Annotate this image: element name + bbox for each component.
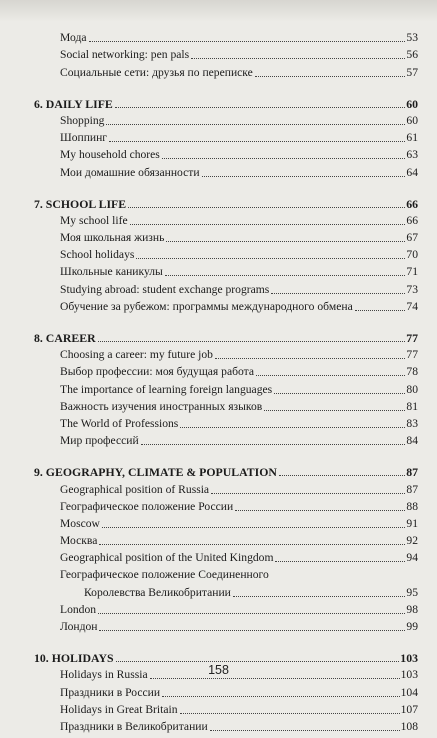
toc-entry-page: 70 — [406, 248, 418, 262]
toc-entry-title: Geographical position of Russia — [60, 482, 210, 496]
toc-entry — [34, 345, 418, 362]
toc-entry-title: London — [60, 602, 97, 616]
toc-entry-title: Мир профессий — [60, 434, 139, 448]
toc-entry-title: Географическое положение России — [60, 499, 234, 513]
toc-entry-title: My household chores — [60, 148, 160, 162]
toc-entry-title: Социальные сети: друзья по переписке — [60, 65, 253, 79]
toc-entry-title: The World of Professions — [60, 416, 179, 430]
dot-leader — [235, 510, 405, 511]
dot-leader — [89, 41, 406, 42]
toc-entry-page: 78 — [406, 365, 418, 379]
toc-entry-title: Праздники в России — [60, 685, 161, 699]
toc-entry-page: 98 — [406, 602, 418, 616]
dot-leader — [180, 427, 405, 428]
toc-entry — [34, 531, 418, 548]
toc-entry-page: 104 — [400, 685, 418, 699]
toc-entry-wrapped-start — [34, 565, 418, 582]
toc-entry-title: Shopping — [60, 113, 105, 127]
dot-leader — [215, 358, 405, 359]
toc-entry-page: 103 — [400, 668, 418, 682]
dot-leader — [128, 207, 405, 208]
dot-leader — [102, 527, 405, 528]
toc-section-heading — [34, 462, 418, 479]
toc-entry-wrapped-end — [34, 582, 418, 599]
section-page: 103 — [400, 651, 418, 666]
toc-entry — [34, 600, 418, 617]
toc-entry — [34, 362, 418, 379]
dot-leader — [275, 561, 405, 562]
dot-leader — [202, 176, 406, 177]
toc-entry — [34, 397, 418, 414]
toc-entry — [34, 262, 418, 279]
toc-entry-page: 92 — [406, 534, 418, 548]
toc-entry — [34, 128, 418, 145]
section-page: 66 — [406, 196, 418, 211]
toc-entry-page: 81 — [406, 399, 418, 413]
toc-entry — [34, 717, 418, 734]
toc-entry-title: Geographical position of the United Kingdom — [60, 551, 274, 565]
toc-entry-page: 107 — [400, 702, 418, 716]
toc-entry-page: 73 — [406, 282, 418, 296]
section-page: 60 — [406, 96, 418, 111]
dot-leader — [98, 613, 405, 614]
toc-entry-title: Выбор профессии: моя будущая работа — [60, 365, 254, 379]
toc-entry-title: Москва — [60, 534, 98, 548]
toc-entry — [34, 145, 418, 162]
page-number: 158 — [208, 663, 229, 677]
toc-entry-title: Лондон — [60, 620, 98, 633]
toc-entry-page: 74 — [406, 299, 418, 313]
toc-entry-title: Choosing a career: my future job — [60, 348, 213, 362]
dot-leader — [210, 730, 400, 731]
toc-entry — [34, 245, 418, 262]
toc-entry-page: 63 — [406, 148, 418, 162]
toc-section-career — [34, 328, 418, 448]
toc-section-daily-life — [34, 94, 418, 180]
toc-entry-page: 77 — [406, 348, 418, 362]
toc-entry-page: 53 — [406, 31, 418, 45]
toc-entry-page: 67 — [406, 231, 418, 245]
toc-entry — [34, 379, 418, 396]
toc-entry-page: 108 — [400, 719, 418, 733]
table-of-contents — [34, 28, 418, 738]
dot-leader — [150, 678, 400, 679]
dot-leader — [355, 310, 406, 311]
toc-entry-title: Моя школьная жизнь — [60, 231, 165, 245]
dot-leader — [99, 544, 405, 545]
dot-leader — [264, 410, 405, 411]
dot-leader — [162, 696, 400, 697]
section-title: 7. SCHOOL LIFE — [34, 196, 127, 211]
toc-entry — [34, 514, 418, 531]
toc-entry — [34, 548, 418, 565]
toc-entry-page: 95 — [406, 585, 418, 599]
toc-continued-section — [34, 28, 418, 80]
toc-entry-title: Географическое положение Соединенного — [60, 568, 269, 582]
dot-leader — [115, 107, 405, 108]
toc-entry-title: Обучение за рубежом: программы международного обмена — [60, 299, 353, 313]
dot-leader — [141, 444, 406, 445]
toc-entry-title: My school life — [60, 213, 128, 227]
toc-entry — [34, 45, 418, 62]
dot-leader — [106, 124, 405, 125]
toc-entry-page: 88 — [406, 499, 418, 513]
dot-leader — [211, 493, 405, 494]
toc-section-geography — [34, 462, 418, 634]
toc-entry — [34, 62, 418, 79]
section-title: 8. CAREER — [34, 331, 96, 345]
toc-entry — [34, 162, 418, 179]
toc-section-heading — [34, 194, 418, 211]
toc-entry — [34, 682, 418, 699]
dot-leader — [98, 341, 406, 342]
toc-entry — [34, 297, 418, 314]
dot-leader — [165, 275, 406, 276]
toc-entry — [34, 700, 418, 717]
toc-entry-title: Важность изучения иностранных языков — [60, 399, 263, 413]
toc-entry-page: 56 — [406, 48, 418, 62]
toc-entry — [34, 414, 418, 431]
toc-entry-page: 87 — [406, 482, 418, 496]
toc-entry-page: 99 — [406, 620, 418, 633]
toc-entry — [34, 479, 418, 496]
toc-entry-title-continued: Королевства Великобритании — [84, 585, 231, 599]
section-title: 9. GEOGRAPHY, CLIMATE & POPULATION — [34, 465, 277, 480]
dot-leader — [233, 596, 406, 597]
toc-entry-page: 71 — [406, 265, 418, 279]
dot-leader — [255, 76, 406, 77]
toc-section-heading — [34, 94, 418, 111]
dot-leader — [274, 393, 405, 394]
scan-shadow — [0, 0, 437, 22]
toc-entry-page: 80 — [406, 382, 418, 396]
toc-entry-title: Школьные каникулы — [60, 265, 163, 279]
dot-leader — [130, 224, 406, 225]
dot-leader — [180, 713, 400, 714]
section-page: 87 — [406, 465, 418, 480]
toc-entry — [34, 111, 418, 128]
toc-entry — [34, 431, 418, 448]
dot-leader — [256, 375, 405, 376]
toc-entry — [34, 228, 418, 245]
toc-entry — [34, 497, 418, 514]
section-page: 77 — [406, 331, 418, 345]
toc-entry-title: Holidays in Russia — [60, 668, 148, 682]
dot-leader — [271, 293, 405, 294]
dot-leader — [162, 158, 406, 159]
toc-entry-title: Мои домашние обязанности — [60, 165, 200, 179]
toc-entry-page: 61 — [406, 131, 418, 145]
toc-entry-title: Moscow — [60, 516, 100, 530]
section-title: 10. HOLIDAYS — [34, 651, 114, 666]
toc-entry — [34, 211, 418, 228]
toc-entry-page: 66 — [406, 213, 418, 227]
toc-entry-title: School holidays — [60, 248, 135, 262]
toc-entry-page: 91 — [406, 516, 418, 530]
toc-entry-title: Holidays in Great Britain — [60, 702, 178, 716]
toc-entry-title: Social networking: pen pals — [60, 48, 190, 62]
toc-section-heading — [34, 328, 418, 345]
toc-entry-page: 84 — [406, 434, 418, 448]
toc-entry-title: Мода — [60, 31, 87, 45]
dot-leader — [279, 475, 405, 476]
toc-entry-title: Праздники в Великобритании — [60, 719, 208, 733]
toc-entry-title: The importance of learning foreign languages — [60, 382, 273, 396]
toc-entry-title: Studying abroad: student exchange programs — [60, 282, 270, 296]
dot-leader — [136, 258, 405, 259]
toc-entry-page: 60 — [406, 113, 418, 127]
toc-entry — [34, 617, 418, 634]
dot-leader — [109, 141, 405, 142]
toc-entry-page: 64 — [406, 165, 418, 179]
toc-entry-page: 57 — [406, 65, 418, 79]
section-title: 6. DAILY LIFE — [34, 96, 113, 111]
toc-entry — [34, 28, 418, 45]
dot-leader — [99, 630, 405, 631]
toc-entry-title: Шоппинг — [60, 131, 108, 145]
dot-leader — [166, 241, 405, 242]
toc-entry-page: 94 — [406, 551, 418, 565]
toc-section-holidays — [34, 648, 418, 734]
toc-entry — [34, 279, 418, 296]
dot-leader — [191, 58, 405, 59]
toc-section-school-life — [34, 194, 418, 314]
toc-entry-page: 83 — [406, 416, 418, 430]
